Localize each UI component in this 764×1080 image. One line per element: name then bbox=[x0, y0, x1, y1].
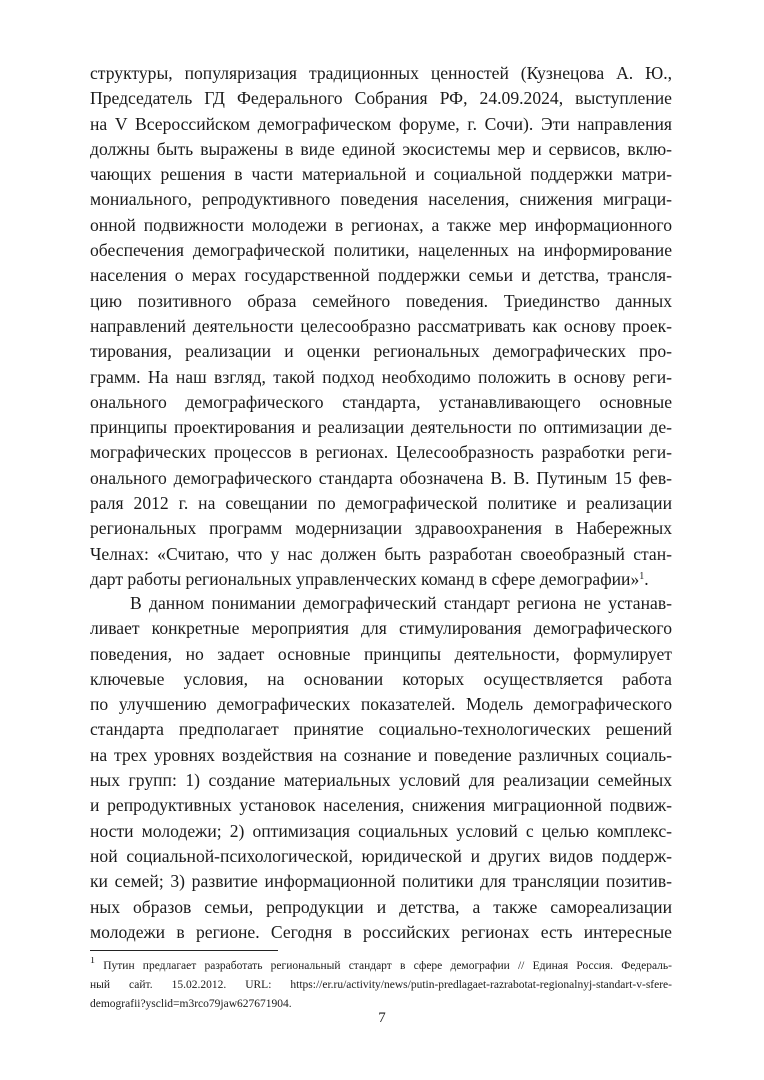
paragraph-1 bbox=[90, 61, 672, 592]
text-line: ных групп: 1) создание материальных условий для реализации семейных bbox=[90, 770, 672, 791]
text-line: Челнах: «Считаю, что у нас должен быть разработан своеобразный стан- bbox=[90, 543, 672, 564]
text-line: раля 2012 г. на совещании по демографической политике и реализации bbox=[90, 493, 672, 514]
text-line: дарт работы региональных управленческих команд в сфере демографии»$^1$. bbox=[90, 568, 649, 589]
text-line: структуры, популяризация традиционных ценностей (Кузнецова А. Ю., bbox=[90, 63, 672, 83]
text-line-content: дарт работы региональных управленческих команд в сфере демографии» bbox=[90, 568, 640, 589]
text-line: на трех уровнях воздействия на сознание и поведение различных социаль- bbox=[90, 744, 672, 765]
text-line: ной социальной-психологической, юридической и других видов поддерж- bbox=[90, 845, 672, 866]
footnote bbox=[90, 957, 672, 1014]
text-line: ности молодежи; 2) оптимизация социальных условий с целью комплекс- bbox=[90, 820, 672, 841]
text-line: региональных программ модернизации здравоохранения в Набережных bbox=[90, 518, 672, 539]
text-line: поведения, но задает основные принципы деятельности, формулирует bbox=[90, 643, 672, 664]
footnote-line: ный сайт. 15.02.2012. URL: https://er.ru/activity/news/putin-predlagaet-razrabotat-regionalnyj-standart-v-sfere- bbox=[90, 979, 672, 991]
text-line: и репродуктивных установок населения, снижения миграционной подвиж- bbox=[90, 795, 672, 816]
footnote-marker: 1 bbox=[90, 957, 95, 966]
footnote-reference[interactable]: 1 bbox=[639, 570, 645, 582]
text-line: на V Всероссийском демографическом форуме, г. Сочи). Эти направления bbox=[90, 113, 672, 134]
text-line: должны быть выражены в виде единой экосистемы мер и сервисов, вклю- bbox=[90, 138, 672, 159]
text-line: грамм. На наш взгляд, такой подход необходимо положить в основу реги- bbox=[90, 366, 672, 387]
page-number: 7 bbox=[378, 1010, 386, 1026]
text-line: чающих решения в части материальной и социальной поддержки матри- bbox=[90, 164, 672, 185]
text-line: онального демографического стандарта, устанавливающего основные bbox=[90, 391, 672, 412]
footnote-divider bbox=[90, 950, 278, 951]
text-line: онального демографического стандарта обозначена В. В. Путиным 15 фев- bbox=[90, 467, 672, 488]
text-line: обеспечения демографической политики, нацеленных на информирование bbox=[90, 240, 672, 261]
footnote-line bbox=[90, 957, 672, 976]
text-line: ных образов семьи, репродукции и детства, а также самореализации bbox=[90, 896, 672, 917]
text-line: направлений деятельности целесообразно рассматривать как основу проек- bbox=[90, 315, 672, 336]
text-line: В данном понимании демографический стандарт региона не устанав- bbox=[130, 593, 672, 613]
text-line: населения о мерах государственной поддержки семьи и детства, трансля- bbox=[90, 265, 672, 286]
text-line: цию позитивного образа семейного поведения. Триединство данных bbox=[90, 290, 672, 311]
paragraph-2 bbox=[90, 591, 672, 945]
text-line: молодежи в регионе. Сегодня в российских регионах есть интересные bbox=[90, 921, 672, 942]
text-line: принципы проектирования и реализации деятельности по оптимизации де- bbox=[90, 417, 672, 438]
text-line: тирования, реализации и оценки региональных демографических про- bbox=[90, 341, 672, 362]
text-line: по улучшению демографических показателей. Модель демографического bbox=[90, 694, 672, 715]
text-line: ключевые условия, на основании которых осуществляется работа bbox=[90, 668, 672, 689]
text-line: ливает конкретные мероприятия для стимулирования демографического bbox=[90, 618, 672, 639]
text-line: мониального, репродуктивного поведения населения, снижения миграци- bbox=[90, 189, 672, 210]
text-line: стандарта предполагает принятие социально-технологических решений bbox=[90, 719, 672, 740]
text-line: мографических процессов в регионах. Целесообразность разработки реги- bbox=[90, 442, 672, 463]
text-line: онной подвижности молодежи в регионах, а также мер информационного bbox=[90, 214, 672, 235]
text-line: ки семей; 3) развитие информационной политики для трансляции позитив- bbox=[90, 871, 672, 892]
footnote-text: Путин предлагает разработать региональный стандарт в сфере демографии // Единая Россия. Федераль- bbox=[103, 960, 672, 972]
text-line: Председатель ГД Федерального Собрания РФ, 24.09.2024, выступление bbox=[90, 88, 672, 109]
footnote-line: demografii?ysclid=m3rco79jaw627671904. bbox=[90, 998, 292, 1010]
